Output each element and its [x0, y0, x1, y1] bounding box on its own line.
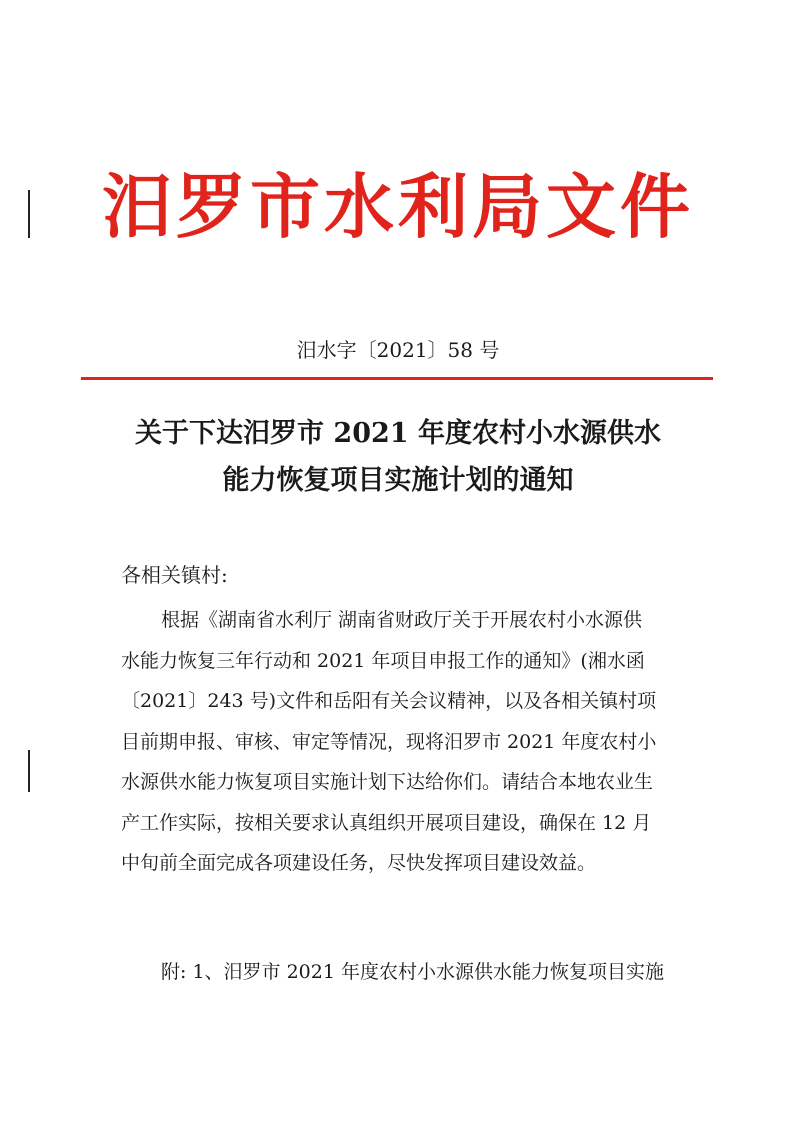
body-line: 水能力恢复三年行动和 2021 年项目申报工作的通知》(湘水函	[121, 649, 645, 672]
salutation: 各相关镇村:	[121, 563, 228, 587]
body-line: 中旬前全面完成各项建设任务，尽快发挥项目建设效益。	[121, 852, 597, 874]
attachment-line: 附: 1、汨罗市 2021 年度农村小水源供水能力恢复项目实施	[161, 961, 664, 983]
document-title-line-2: 能力恢复项目实施计划的通知	[222, 465, 574, 496]
body-line: 产工作实际，按相关要求认真组织开展项目建设，确保在 12 月	[121, 811, 652, 834]
body-line: 根据《湖南省水利厅 湖南省财政厅关于开展农村小水源供	[161, 609, 643, 631]
red-divider-line	[81, 377, 713, 380]
binding-hole-mark-bottom	[28, 750, 30, 792]
document-title	[0, 410, 796, 504]
document-title-line-1: 关于下达汨罗市 2021 年度农村小水源供水	[135, 418, 661, 449]
document-number: 汨水字〔2021〕58 号	[296, 338, 500, 362]
document-masthead: 汨罗市水利局文件	[102, 166, 694, 248]
body-line: 目前期申报、审核、审定等情况，现将汨罗市 2021 年度农村小	[121, 730, 657, 753]
body-line: 水源供水能力恢复项目实施计划下达给你们。请结合本地农业生	[121, 771, 654, 793]
body-paragraph	[121, 600, 691, 884]
body-line: 〔2021〕243 号)文件和岳阳有关会议精神，以及各相关镇村项	[121, 690, 657, 712]
